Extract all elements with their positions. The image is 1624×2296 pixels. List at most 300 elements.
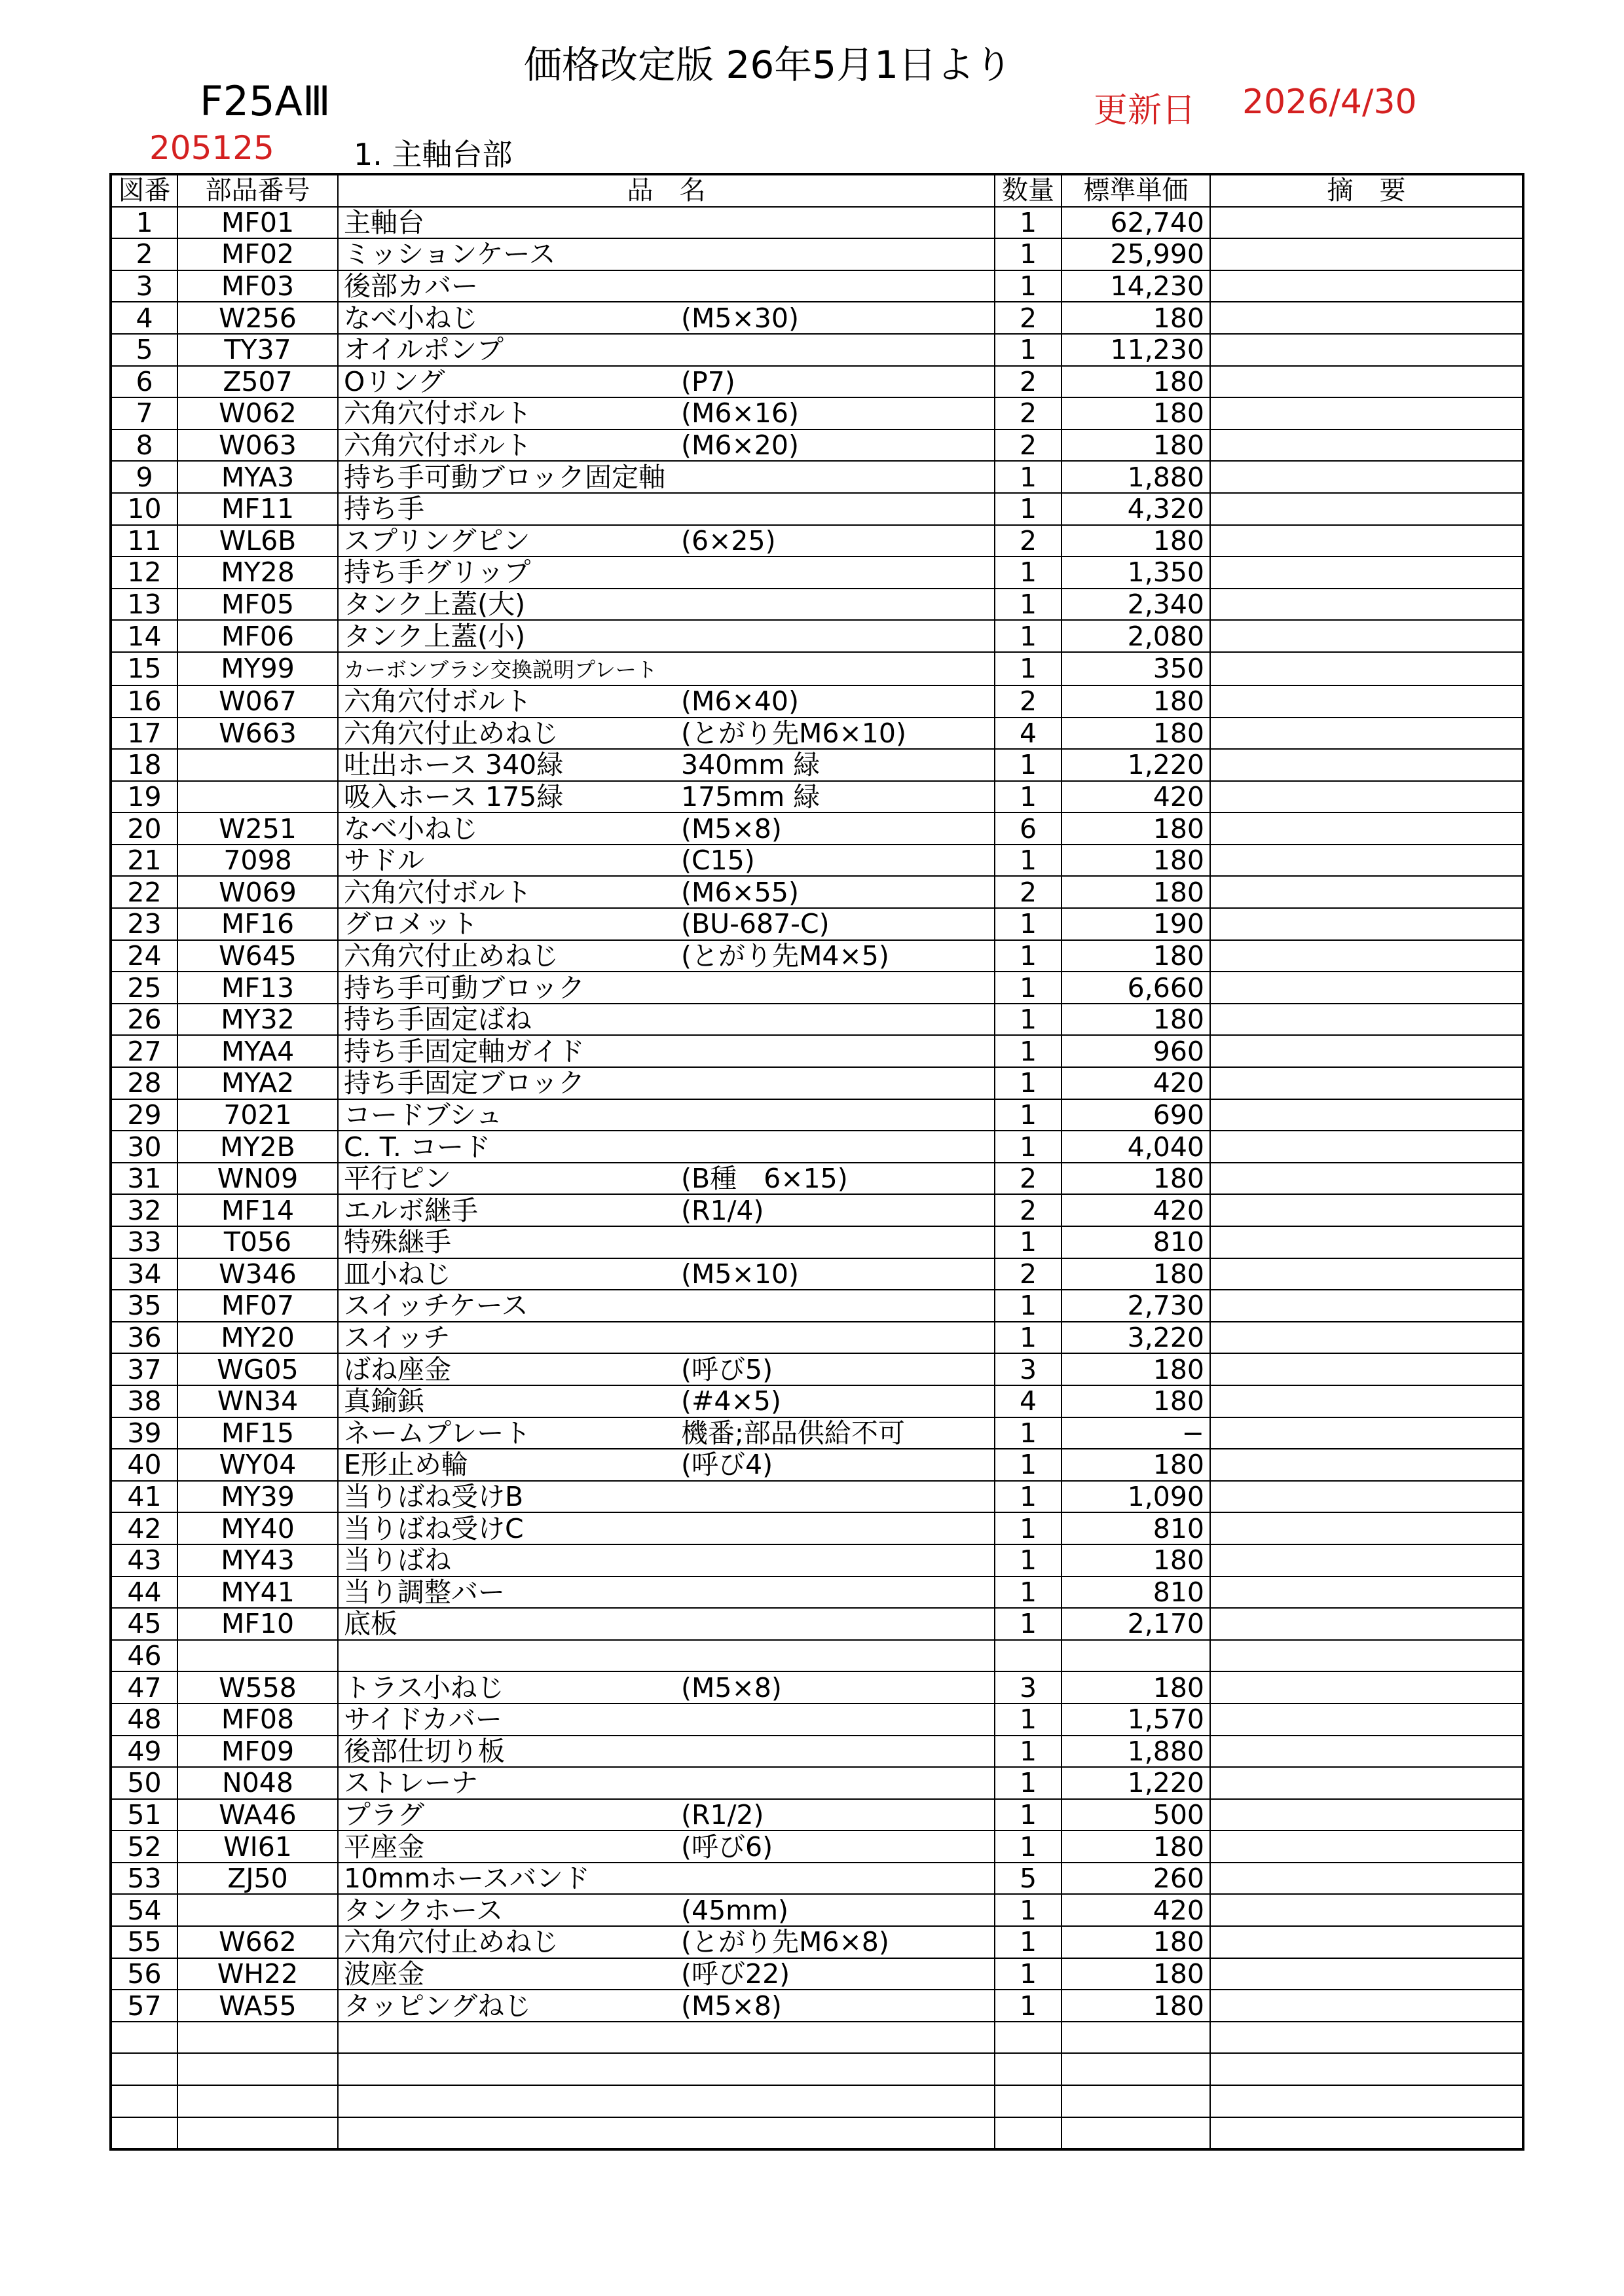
part-name: タンク上蓋(小) <box>344 620 526 652</box>
remarks-cell <box>1210 1226 1523 1258</box>
figure-no-cell: 25 <box>111 972 177 1004</box>
figure-no-cell: 44 <box>111 1576 177 1609</box>
part-name: 後部カバー <box>344 270 478 302</box>
part-no-cell: MF07 <box>177 1290 338 1322</box>
remarks-cell <box>1210 461 1523 493</box>
part-name-cell <box>338 2085 995 2117</box>
part-name: 六角穴付止めねじ <box>344 717 559 749</box>
part-no-cell: MY99 <box>177 652 338 685</box>
figure-no-cell: 1 <box>111 207 177 239</box>
part-spec: (呼び4) <box>681 1449 773 1481</box>
remarks-cell <box>1210 620 1523 652</box>
qty-cell: 1 <box>995 493 1061 525</box>
remarks-cell <box>1210 1990 1523 2022</box>
qty-cell: 1 <box>995 1576 1061 1609</box>
part-no-cell: MYA3 <box>177 461 338 493</box>
table-row <box>111 781 1523 813</box>
part-no-cell: W663 <box>177 718 338 750</box>
qty-cell: 1 <box>995 1322 1061 1354</box>
figure-no-cell: 49 <box>111 1736 177 1768</box>
table-row <box>111 1131 1523 1163</box>
table-row <box>111 1671 1523 1704</box>
qty-cell: 1 <box>995 1990 1061 2022</box>
remarks-cell <box>1210 1004 1523 1036</box>
part-name-cell <box>338 1544 995 1576</box>
figure-no-cell: 23 <box>111 908 177 940</box>
price-cell: 960 <box>1061 1035 1210 1067</box>
part-name-cell <box>338 1608 995 1640</box>
part-no-cell: MY20 <box>177 1322 338 1354</box>
price-cell: 180 <box>1061 1163 1210 1195</box>
remarks-cell <box>1210 1576 1523 1609</box>
part-no-cell: MF02 <box>177 238 338 270</box>
figure-no-cell: 2 <box>111 238 177 270</box>
part-spec: (M6×55) <box>681 876 799 908</box>
qty-cell: 1 <box>995 1799 1061 1831</box>
qty-cell: 2 <box>995 876 1061 908</box>
price-cell: 2,080 <box>1061 620 1210 652</box>
remarks-cell <box>1210 1099 1523 1131</box>
part-no-cell: MY41 <box>177 1576 338 1609</box>
col-header-figure-no: 図番 <box>111 174 177 207</box>
price-cell: 180 <box>1061 1385 1210 1417</box>
figure-no-cell: 10 <box>111 493 177 525</box>
price-cell: 2,340 <box>1061 589 1210 621</box>
part-name-cell <box>338 1640 995 1672</box>
figure-no-cell: 24 <box>111 940 177 972</box>
part-name-cell <box>338 1004 995 1036</box>
part-no-cell: MF01 <box>177 207 338 239</box>
remarks-cell <box>1210 1799 1523 1831</box>
table-row <box>111 525 1523 557</box>
price-cell: 180 <box>1061 685 1210 718</box>
figure-no-cell <box>111 2117 177 2150</box>
figure-no-cell: 53 <box>111 1863 177 1895</box>
table-header-row <box>111 174 1523 207</box>
qty-cell: 6 <box>995 812 1061 845</box>
part-no-cell: MYA4 <box>177 1035 338 1067</box>
part-name: タッピングねじ <box>344 1990 532 2022</box>
price-cell: 420 <box>1061 781 1210 813</box>
table-row <box>111 1322 1523 1354</box>
part-name-cell <box>338 908 995 940</box>
price-cell: 1,350 <box>1061 556 1210 589</box>
qty-cell: 1 <box>995 1035 1061 1067</box>
price-cell: 180 <box>1061 429 1210 462</box>
qty-cell: 2 <box>995 366 1061 398</box>
qty-cell: 1 <box>995 1226 1061 1258</box>
remarks-cell <box>1210 1131 1523 1163</box>
part-name-cell <box>338 334 995 366</box>
part-name: グロメット <box>344 908 478 940</box>
price-cell: 2,170 <box>1061 1608 1210 1640</box>
part-name-cell <box>338 1163 995 1195</box>
table-row <box>111 1512 1523 1544</box>
part-name: 底板 <box>344 1608 397 1640</box>
part-name-cell <box>338 1449 995 1481</box>
price-cell: 4,040 <box>1061 1131 1210 1163</box>
part-no-cell: WG05 <box>177 1353 338 1385</box>
price-cell: 2,730 <box>1061 1290 1210 1322</box>
part-name-cell <box>338 556 995 589</box>
remarks-cell <box>1210 366 1523 398</box>
part-no-cell: Z507 <box>177 366 338 398</box>
table-row <box>111 1608 1523 1640</box>
qty-cell: 1 <box>995 845 1061 877</box>
figure-no-cell: 46 <box>111 1640 177 1672</box>
remarks-cell <box>1210 2117 1523 2150</box>
part-name: スプリングピン <box>344 524 530 556</box>
part-spec: (M5×8) <box>681 812 782 845</box>
part-name: プラグ <box>344 1798 424 1831</box>
price-cell: 180 <box>1061 812 1210 845</box>
part-spec: (P7) <box>681 365 735 397</box>
table-row <box>111 812 1523 845</box>
part-no-cell: WA46 <box>177 1799 338 1831</box>
document-title: 価格改定版 26年5月1日より <box>524 43 1013 87</box>
part-name: タンク上蓋(大) <box>344 589 526 621</box>
remarks-cell <box>1210 1671 1523 1704</box>
part-name: 持ち手固定ばね <box>344 1004 532 1036</box>
part-name: 平座金 <box>344 1831 424 1863</box>
price-cell: 62,740 <box>1061 207 1210 239</box>
price-cell: 6,660 <box>1061 972 1210 1004</box>
part-name: 持ち手固定ブロック <box>344 1067 585 1099</box>
part-name-cell <box>338 493 995 525</box>
figure-no-cell <box>111 2085 177 2117</box>
part-no-cell: 7021 <box>177 1099 338 1131</box>
figure-no-cell: 9 <box>111 461 177 493</box>
remarks-cell <box>1210 1894 1523 1926</box>
remarks-cell <box>1210 1163 1523 1195</box>
part-spec: (とがり先M6×8) <box>681 1926 889 1958</box>
qty-cell: 1 <box>995 1958 1061 1990</box>
part-no-cell: W251 <box>177 812 338 845</box>
part-name: 持ち手固定軸ガイド <box>344 1035 585 1067</box>
remarks-cell <box>1210 876 1523 908</box>
price-cell <box>1061 2085 1210 2117</box>
part-spec: (M6×16) <box>681 397 799 429</box>
part-name-cell <box>338 1894 995 1926</box>
price-cell: 420 <box>1061 1894 1210 1926</box>
price-cell: 180 <box>1061 302 1210 334</box>
qty-cell: 1 <box>995 1290 1061 1322</box>
part-name-cell <box>338 1863 995 1895</box>
part-spec: (#4×5) <box>681 1385 781 1417</box>
figure-no-cell: 39 <box>111 1417 177 1449</box>
table-row <box>111 1417 1523 1449</box>
price-cell: 1,880 <box>1061 461 1210 493</box>
document-code: 205125 <box>149 129 274 167</box>
remarks-cell <box>1210 589 1523 621</box>
qty-cell: 1 <box>995 1512 1061 1544</box>
figure-no-cell: 47 <box>111 1671 177 1704</box>
price-cell: 25,990 <box>1061 238 1210 270</box>
part-name: 吸入ホース 175緑 <box>344 780 564 812</box>
table-row <box>111 493 1523 525</box>
part-no-cell <box>177 1894 338 1926</box>
qty-cell: 1 <box>995 1417 1061 1449</box>
table-row <box>111 1926 1523 1958</box>
table-row <box>111 238 1523 270</box>
remarks-cell <box>1210 812 1523 845</box>
part-spec: (BU-687-C) <box>681 908 830 940</box>
price-cell <box>1061 2117 1210 2150</box>
part-name-cell <box>338 270 995 302</box>
part-no-cell: MY2B <box>177 1131 338 1163</box>
qty-cell: 1 <box>995 972 1061 1004</box>
part-name: 六角穴付ボルト <box>344 685 532 718</box>
remarks-cell <box>1210 1640 1523 1672</box>
table-row <box>111 908 1523 940</box>
qty-cell: 1 <box>995 1608 1061 1640</box>
table-row <box>111 1226 1523 1258</box>
col-header-part-no: 部品番号 <box>177 174 338 207</box>
part-no-cell: W645 <box>177 940 338 972</box>
part-name: 当りばね受けC <box>344 1512 524 1544</box>
table-row <box>111 1258 1523 1290</box>
table-row <box>111 1353 1523 1385</box>
remarks-cell <box>1210 207 1523 239</box>
price-cell: − <box>1061 1417 1210 1449</box>
part-spec: 175mm 緑 <box>681 780 821 812</box>
part-spec: (呼び5) <box>681 1353 773 1385</box>
table-row <box>111 1958 1523 1990</box>
price-cell: 1,220 <box>1061 749 1210 781</box>
price-cell: 11,230 <box>1061 334 1210 366</box>
part-spec: (M6×40) <box>681 685 799 718</box>
part-name-cell <box>338 845 995 877</box>
price-cell: 180 <box>1061 876 1210 908</box>
remarks-cell <box>1210 1035 1523 1067</box>
part-name-cell <box>338 2053 995 2085</box>
part-name-cell <box>338 718 995 750</box>
remarks-cell <box>1210 718 1523 750</box>
table-row <box>111 1576 1523 1609</box>
remarks-cell <box>1210 1290 1523 1322</box>
part-name-cell <box>338 1990 995 2022</box>
part-no-cell <box>177 2022 338 2054</box>
part-no-cell: WY04 <box>177 1449 338 1481</box>
price-cell: 420 <box>1061 1067 1210 1099</box>
figure-no-cell: 41 <box>111 1481 177 1513</box>
table-row <box>111 1736 1523 1768</box>
part-no-cell: MF14 <box>177 1194 338 1226</box>
figure-no-cell: 38 <box>111 1385 177 1417</box>
part-no-cell: WN09 <box>177 1163 338 1195</box>
remarks-cell <box>1210 1194 1523 1226</box>
part-name: エルボ継手 <box>344 1194 478 1226</box>
table-row <box>111 1290 1523 1322</box>
price-cell: 1,220 <box>1061 1767 1210 1799</box>
model-name: F25AⅢ <box>200 77 331 125</box>
part-spec: (R1/2) <box>681 1798 764 1831</box>
part-no-cell <box>177 781 338 813</box>
figure-no-cell: 27 <box>111 1035 177 1067</box>
part-name: コードブシュ <box>344 1099 503 1131</box>
remarks-cell <box>1210 908 1523 940</box>
part-no-cell: WL6B <box>177 525 338 557</box>
part-name-cell <box>338 1671 995 1704</box>
part-no-cell: WH22 <box>177 1958 338 1990</box>
remarks-cell <box>1210 2085 1523 2117</box>
part-name-cell <box>338 1512 995 1544</box>
part-spec: (呼び22) <box>681 1958 790 1990</box>
part-no-cell <box>177 2085 338 2117</box>
figure-no-cell: 7 <box>111 397 177 429</box>
part-name: 六角穴付ボルト <box>344 429 532 462</box>
update-label: 更新日 <box>1094 91 1196 130</box>
price-cell: 14,230 <box>1061 270 1210 302</box>
qty-cell: 1 <box>995 652 1061 685</box>
figure-no-cell: 22 <box>111 876 177 908</box>
remarks-cell <box>1210 1417 1523 1449</box>
part-name: 当りばね受けB <box>344 1481 524 1513</box>
qty-cell: 2 <box>995 302 1061 334</box>
part-name: 波座金 <box>344 1958 424 1990</box>
table-row <box>111 749 1523 781</box>
part-no-cell: T056 <box>177 1226 338 1258</box>
qty-cell: 1 <box>995 1736 1061 1768</box>
figure-no-cell: 52 <box>111 1831 177 1863</box>
part-name-cell <box>338 429 995 462</box>
price-cell: 3,220 <box>1061 1322 1210 1354</box>
qty-cell: 1 <box>995 1067 1061 1099</box>
section-title: 1. 主軸台部 <box>354 137 513 172</box>
part-spec: (M5×10) <box>681 1258 799 1290</box>
part-name: 後部仕切り板 <box>344 1735 505 1767</box>
part-name-cell <box>338 1226 995 1258</box>
price-cell: 180 <box>1061 1449 1210 1481</box>
remarks-cell <box>1210 1258 1523 1290</box>
table-row <box>111 1163 1523 1195</box>
table-row <box>111 270 1523 302</box>
part-no-cell: MF06 <box>177 620 338 652</box>
part-no-cell: TY37 <box>177 334 338 366</box>
part-no-cell: MF05 <box>177 589 338 621</box>
part-name: 六角穴付ボルト <box>344 397 532 429</box>
figure-no-cell <box>111 2053 177 2085</box>
remarks-cell <box>1210 1958 1523 1990</box>
remarks-cell <box>1210 1767 1523 1799</box>
qty-cell: 2 <box>995 1258 1061 1290</box>
part-name-cell <box>338 1067 995 1099</box>
part-name-cell <box>338 1194 995 1226</box>
part-name-cell <box>338 1353 995 1385</box>
price-cell <box>1061 1640 1210 1672</box>
part-name-cell <box>338 302 995 334</box>
remarks-cell <box>1210 1831 1523 1863</box>
part-name-cell <box>338 940 995 972</box>
table-row <box>111 1194 1523 1226</box>
price-cell: 180 <box>1061 366 1210 398</box>
qty-cell: 1 <box>995 238 1061 270</box>
figure-no-cell: 15 <box>111 652 177 685</box>
part-name-cell <box>338 620 995 652</box>
part-no-cell: N048 <box>177 1767 338 1799</box>
price-cell: 810 <box>1061 1576 1210 1609</box>
table-row <box>111 1099 1523 1131</box>
qty-cell <box>995 2053 1061 2085</box>
table-row <box>111 2053 1523 2085</box>
remarks-cell <box>1210 397 1523 429</box>
part-no-cell: MY39 <box>177 1481 338 1513</box>
part-name-cell <box>338 461 995 493</box>
table-row <box>111 972 1523 1004</box>
part-name-cell <box>338 525 995 557</box>
qty-cell: 1 <box>995 461 1061 493</box>
table-row <box>111 1385 1523 1417</box>
remarks-cell <box>1210 2053 1523 2085</box>
qty-cell: 1 <box>995 1926 1061 1958</box>
part-name-cell <box>338 1767 995 1799</box>
part-name: ストレーナ <box>344 1767 478 1799</box>
part-spec: (M5×8) <box>681 1990 782 2022</box>
price-cell: 180 <box>1061 845 1210 877</box>
part-spec: (M6×20) <box>681 429 799 462</box>
part-name: 平行ピン <box>344 1163 451 1195</box>
part-name: 特殊継手 <box>344 1226 451 1258</box>
remarks-cell <box>1210 1512 1523 1544</box>
part-name: Oリング <box>344 365 445 397</box>
figure-no-cell: 54 <box>111 1894 177 1926</box>
col-header-price: 標準単価 <box>1061 174 1210 207</box>
table-row <box>111 1767 1523 1799</box>
table-row <box>111 1544 1523 1576</box>
part-name: カーボンブラシ交換説明プレート <box>344 657 657 682</box>
price-cell: 190 <box>1061 908 1210 940</box>
part-no-cell: W062 <box>177 397 338 429</box>
table-row <box>111 1004 1523 1036</box>
remarks-cell <box>1210 1385 1523 1417</box>
remarks-cell <box>1210 749 1523 781</box>
remarks-cell <box>1210 1926 1523 1958</box>
remarks-cell <box>1210 685 1523 718</box>
table-row <box>111 334 1523 366</box>
part-name: スイッチ <box>344 1322 451 1354</box>
price-cell: 180 <box>1061 1353 1210 1385</box>
table-row <box>111 397 1523 429</box>
table-row <box>111 207 1523 239</box>
part-spec: (C15) <box>681 845 755 877</box>
figure-no-cell: 16 <box>111 685 177 718</box>
figure-no-cell: 20 <box>111 812 177 845</box>
part-name-cell <box>338 781 995 813</box>
remarks-cell <box>1210 652 1523 685</box>
price-cell: 350 <box>1061 652 1210 685</box>
qty-cell: 1 <box>995 1449 1061 1481</box>
part-name: 持ち手可動ブロック <box>344 972 585 1004</box>
remarks-cell <box>1210 493 1523 525</box>
remarks-cell <box>1210 1353 1523 1385</box>
remarks-cell <box>1210 845 1523 877</box>
table-row <box>111 1799 1523 1831</box>
part-name-cell <box>338 2117 995 2150</box>
figure-no-cell: 56 <box>111 1958 177 1990</box>
remarks-cell <box>1210 1449 1523 1481</box>
remarks-cell <box>1210 334 1523 366</box>
qty-cell: 1 <box>995 1544 1061 1576</box>
part-name-cell <box>338 876 995 908</box>
qty-cell: 2 <box>995 397 1061 429</box>
part-name-cell <box>338 812 995 845</box>
qty-cell: 2 <box>995 1194 1061 1226</box>
figure-no-cell <box>111 2022 177 2054</box>
figure-no-cell: 34 <box>111 1258 177 1290</box>
part-no-cell: MF03 <box>177 270 338 302</box>
figure-no-cell: 36 <box>111 1322 177 1354</box>
remarks-cell <box>1210 940 1523 972</box>
